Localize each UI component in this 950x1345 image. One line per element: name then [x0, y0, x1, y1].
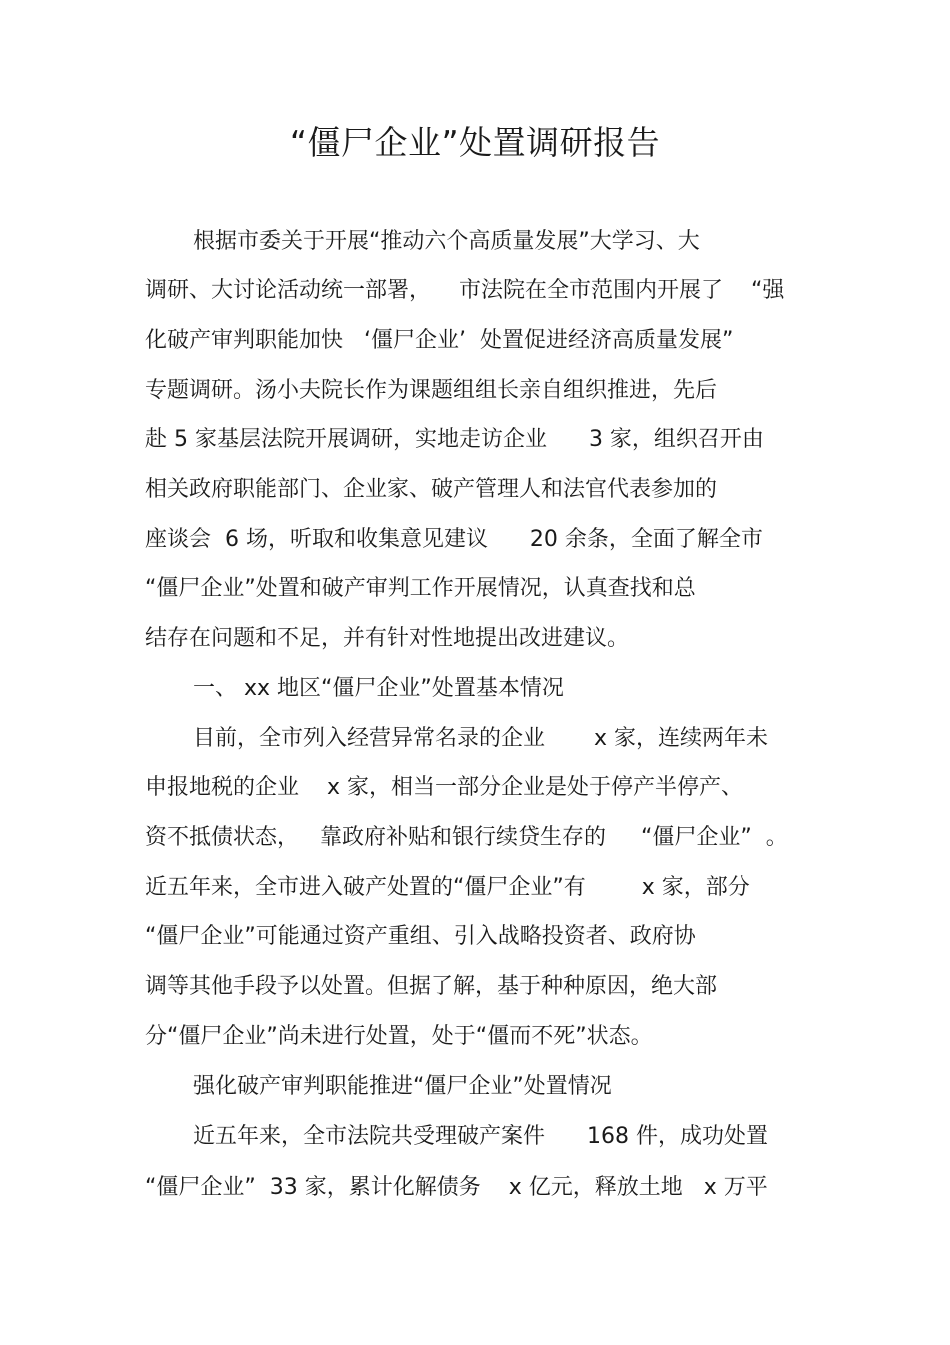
paragraph-line: “僵尸企业” 33 家，累计化解债务 x 亿元，释放土地 x 万平 [145, 1175, 768, 1200]
paragraph-line: “僵尸企业”处置和破产审判工作开展情况，认真查找和总 [145, 576, 696, 601]
paragraph-line: 根据市委关于开展“推动六个高质量发展”大学习、大 [193, 229, 700, 254]
paragraph-line: 近五年来，全市进入破产处置的“僵尸企业”有 x 家，部分 [145, 875, 750, 900]
document-title: “僵尸企业”处置调研报告 [289, 123, 661, 162]
paragraph-line: 分“僵尸企业”尚未进行处置，处于“僵而不死”状态。 [145, 1024, 653, 1049]
paragraph-line: 座谈会 6 场，听取和收集意见建议 20 余条，全面了解全市 [145, 527, 763, 552]
paragraph-line: 化破产审判职能加快 ‘僵尸企业’ 处置促进经济高质量发展” [145, 328, 734, 353]
section-heading: 一、 xx 地区“僵尸企业”处置基本情况 [193, 676, 564, 701]
paragraph-line: 赴 5 家基层法院开展调研，实地走访企业 3 家，组织召开由 [145, 427, 764, 452]
paragraph-line: 资不抵债状态， 靠政府补贴和银行续贷生存的 “僵尸企业” 。 [145, 825, 788, 850]
paragraph-line: 申报地税的企业 x 家，相当一部分企业是处于停产半停产、 [145, 775, 743, 800]
paragraph-line: 近五年来，全市法院共受理破产案件 168 件，成功处置 [193, 1124, 768, 1149]
paragraph-line: 结存在问题和不足，并有针对性地提出改进建议。 [145, 626, 630, 651]
paragraph-line: “僵尸企业”可能通过资产重组、引入战略投资者、政府协 [145, 924, 696, 949]
paragraph-line: 目前，全市列入经营异常名录的企业 x 家，连续两年未 [193, 726, 768, 751]
paragraph-line: 调研、大讨论活动统一部署， 市法院在全市范围内开展了 “强 [145, 278, 785, 303]
paragraph-line: 专题调研。汤小夫院长作为课题组组长亲自组织推进，先后 [145, 378, 718, 403]
paragraph-line: 调等其他手段予以处置。但据了解，基于种种原因，绝大部 [145, 974, 718, 999]
paragraph-line: 相关政府职能部门、企业家、破产管理人和法官代表参加的 [145, 477, 718, 502]
section-heading: 强化破产审判职能推进“僵尸企业”处置情况 [193, 1074, 612, 1099]
